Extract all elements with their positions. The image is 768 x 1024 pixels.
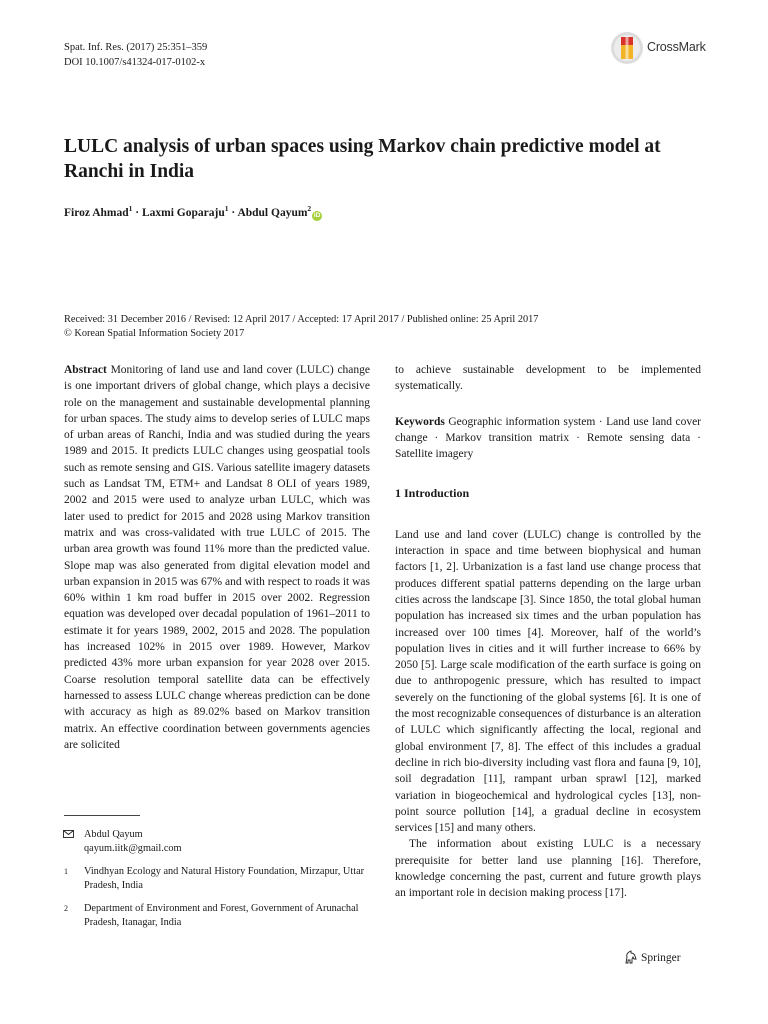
body-paragraph: The information about existing LULC is a necessary prerequisite for better land use planning [16]. Therefore, knowledge concerning the past, current and future growth plays an important role in decision making process [17]. [395, 838, 701, 900]
envelope-icon [63, 830, 74, 838]
author-affiliation-mark: 1 [224, 204, 229, 213]
crossmark-badge[interactable] [610, 31, 720, 65]
author-separator: · [228, 206, 238, 219]
affiliation-text: Vindhyan Ecology and Natural History Foundation, Mirzapur, Uttar Pradesh, India [84, 866, 365, 891]
abstract-text: Monitoring of land use and land cover (LULC) change is one important drivers of global change, which plays a decisive role on the management and sustainable developmental planning for urban spaces. The study aims to develop series of LULC maps of urban areas of Ranchi, India and was studied during the years 1989 and 2015. It predicts LULC changes using geospatial tools such as remote sensing and GIS. Various satellite imagery datasets such as Landsat TM, ETM+ and Landsat 8 OLI of years 1989, 2002 and 2015 were used to analyze urban LULC, which was later used to predict for 2015 and 2028 using Markov transition matrix and was cross-validated with true LULC of 2015. The urban area growth was found 11% more than the predicted value. Slope map was also generated from digital elevation model and urban expansion in 2015 was 67% and with respect to roads it was 60% within 1 km road buffer in 2015 over 2002. Regression equation was developed over decadal population of 1961–2011 to estimate it for years 1989, 2002, 2015 and 2028. The population has increased 102% in 2015 over 1989. However, Markov predicted 43% more urban expansion for year 2028 over 2015. Coarse resolution temporal satellite data can be effectively harnessed to assess LULC change whereas prediction can be done with accuracy as high as 89.02% based on Markov transition matrix. An effective coordination between governments agencies are solicited [64, 364, 371, 751]
publisher-name: Springer [641, 952, 681, 964]
footnote-divider [64, 815, 140, 816]
corresponding-author [64, 828, 370, 856]
body-paragraph: Land use and land cover (LULC) change is controlled by the interaction in space and time between biophysical and human factors [1, 2]. Urbanization is a fast land use change process that produces different spatial patterns depending on the large urban cities across the landscape [3]. Since 1850, the total global human population has increased six times and the urban population has increased over 100 times [4]. Moreover, half of the world’s population lives in cities and it will further increase to 66% by 2050 [5]. Large scale modification of the earth surface is going on due to anthropogenic pressure, which has resulted to impact severely on the functioning of the global systems [6]. It is one of the most recognizable consequences of disturbance is an alteration of LULC which significantly affecting the local, regional and global environment [7, 8]. The effect of this includes a gradual decline in rich bio-diversity including vast flora and fauna [9, 10], soil degradation [11], rampant urban sprawl [12], marked variation in biogeochemical and hydrological cycles [13], non-point source pollution [14], a gradual decline in ecosystem services [15] and many others. [395, 528, 701, 835]
affiliation-text: Department of Environment and Forest, Government of Arunachal Pradesh, Itanagar, India [84, 903, 359, 928]
author-affiliation-mark: 1 [128, 204, 133, 213]
springer-horse-icon [624, 950, 638, 964]
abstract-label: Abstract [64, 364, 107, 376]
contact-email[interactable]: qayum.iitk@gmail.com [84, 843, 182, 854]
crossmark-label: CrossMark [647, 40, 706, 54]
crossmark-icon [610, 31, 644, 65]
affiliation-number: 1 [64, 867, 68, 876]
affiliation-footnote [64, 902, 370, 930]
left-column [64, 362, 370, 753]
journal-citation: Spat. Inf. Res. (2017) 25:351–359 [64, 42, 208, 53]
article-history [64, 313, 538, 341]
doi[interactable]: DOI 10.1007/s41324-017-0102-x [64, 57, 206, 68]
abstract [64, 362, 370, 753]
affiliation-number: 2 [64, 904, 68, 913]
publisher-logo [624, 950, 681, 964]
copyright-notice: © Korean Spatial Information Society 2017 [64, 328, 245, 339]
keywords-text: Geographic information system · Land use land cover change · Markov transition matrix · Remote sensing data · Satellite imagery [395, 415, 702, 461]
author-list [64, 204, 322, 221]
author-separator: · [132, 206, 142, 219]
affiliation-footnote [64, 865, 370, 893]
history-dates: Received: 31 December 2016 / Revised: 12 April 2017 / Accepted: 17 April 2017 / Published online: 25 April 2017 [64, 314, 539, 325]
author-affiliation-mark: 2 [307, 204, 312, 213]
keywords-label: Keywords [395, 415, 445, 428]
article-title: LULC analysis of urban spaces using Markov chain predictive model at Ranchi in India [64, 136, 661, 182]
contact-name: Abdul Qayum [84, 829, 143, 840]
orcid-icon[interactable]: iD [313, 211, 321, 219]
author-name[interactable]: Abdul Qayum [237, 206, 308, 219]
section-heading: 1 Introduction [395, 486, 470, 501]
right-column [395, 362, 701, 902]
abstract-continuation: to achieve sustainable development to be implemented systematically. [395, 364, 701, 393]
footnotes [64, 828, 370, 939]
journal-header [64, 40, 207, 70]
author-name[interactable]: Firoz Ahmad [64, 206, 129, 219]
author-name[interactable]: Laxmi Goparaju [141, 206, 225, 219]
keywords [395, 414, 701, 463]
